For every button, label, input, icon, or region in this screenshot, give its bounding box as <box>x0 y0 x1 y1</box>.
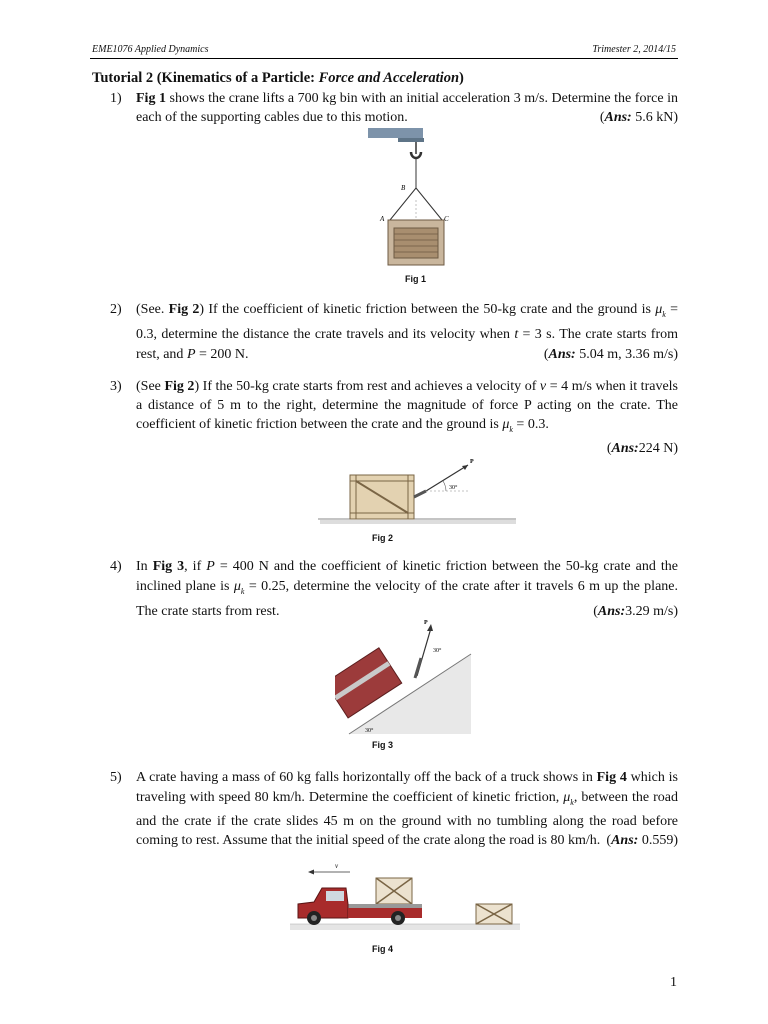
question-5: 5) A crate having a mass of 60 kg falls horizontally off the back of a truck shows in Fig 4 which is traveling with speed 80 km/h. Determine the coefficient of kinetic friction, $\mu_k$, between the road and the crate if the crate slides 45 m on the ground with no tumbling along the road before coming to rest. Assume that the initial speed of the crate along the road is 80 km/h. (Ans: 0.559) <box>112 768 678 851</box>
header-rule <box>90 58 678 59</box>
page-number: 1 <box>670 975 677 990</box>
question-number: 3) <box>110 379 122 394</box>
fig4-truck-diagram <box>288 858 523 940</box>
question-number: 5) <box>110 770 122 785</box>
answer: (Ans: 0.559) <box>606 833 678 849</box>
label-a: A <box>380 215 385 223</box>
fig3-angle-top: 30° <box>433 648 442 654</box>
fig2-caption: Fig 2 <box>372 533 394 543</box>
fig1-caption: Fig 1 <box>405 274 427 284</box>
tutorial-title: Tutorial 2 (Kinematics of a Particle: Force and Acceleration) <box>92 70 464 86</box>
answer: (Ans:224 N) <box>606 440 678 456</box>
question-number: 2) <box>110 302 122 317</box>
question-number: 4) <box>110 559 122 574</box>
fig4-v: v <box>335 862 339 870</box>
question-3: 3) (See Fig 2) If the 50-kg crate starts from rest and achieves a velocity of v = 4 m/s when it travels a distance of 5 m to the right, determine the magnitude of force P acting on the crate. The coefficient of kinetic friction between the crate and the ground is $\mu_k = 0.3$. (Ans:224 N) <box>110 379 678 456</box>
fig3-caption: Fig 3 <box>372 740 394 750</box>
fig1-crane-diagram <box>360 128 470 270</box>
fig4-caption: Fig 4 <box>372 944 394 954</box>
fig2-crate-diagram <box>318 455 518 530</box>
header-left: EME1076 Applied Dynamics <box>92 44 209 55</box>
answer: (Ans:3.29 m/s) <box>593 603 678 619</box>
label-b: B <box>401 184 406 192</box>
fig2-angle: 30° <box>449 485 458 491</box>
fig3-p: P <box>424 620 428 626</box>
fig2-p: P <box>470 459 474 465</box>
header-right: Trimester 2, 2014/15 <box>592 44 676 55</box>
question-1: 1) Fig 1 shows the crane lifts a 700 kg bin with an initial acceleration 3 m/s. Determine the force in each of the supporting cables due to this motion. (Ans: 5.6 kN) <box>110 91 678 125</box>
question-4: 4) In Fig 3, if P = 400 N and the coefficient of kinetic friction between the 50-kg crate and the inclined plane is $\mu_k = 0.25$, determine the velocity of the crate after it travels 6 m up the plane. The crate starts from rest. (Ans:3.29 m/s) <box>112 557 678 622</box>
answer: (Ans: 5.04 m, 3.36 m/s) <box>543 346 678 362</box>
question-number: 1) <box>110 91 122 106</box>
question-2: 2) (See. Fig 2) If the coefficient of kinetic friction between the 50-kg crate and the ground is $\mu_k = 0.3$, determine the distance the crate travels and its velocity when t = 3 s. The crate starts from rest, and P = 200 N. (Ans: 5.04 m, 3.36 m/s) <box>112 300 678 365</box>
fig3-angle-bottom: 30° <box>365 728 374 734</box>
fig3-incline-diagram <box>335 618 475 736</box>
answer: (Ans: 5.6 kN) <box>599 110 678 125</box>
label-c: C <box>444 215 449 223</box>
